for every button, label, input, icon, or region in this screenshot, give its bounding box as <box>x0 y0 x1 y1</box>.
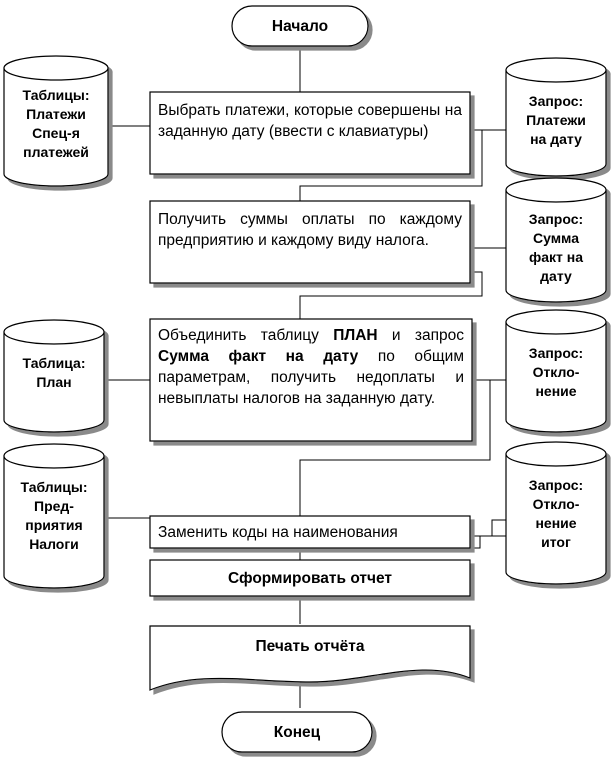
merge-text-query: Сумма факт на дату <box>158 348 359 365</box>
start-label: Начало <box>271 18 329 35</box>
store-line: приятия <box>25 517 83 533</box>
store-line: Платежи <box>526 112 586 128</box>
store-line: Налоги <box>29 536 79 552</box>
store-query-payments-on-date-label <box>506 92 606 149</box>
store-query-sum-fact-label <box>506 210 606 286</box>
store-line: итог <box>541 534 571 550</box>
process-text-sum-payments: Получить суммы оплаты по каждому предприятию и каждому виду налога. <box>158 211 462 249</box>
connector-p4-r4 <box>470 520 506 536</box>
store-line: Таблицы: <box>22 87 90 103</box>
process-text-merge-plan <box>158 325 464 409</box>
store-line: нение <box>535 515 577 531</box>
store-plan-table-label <box>4 354 104 392</box>
store-line: Пред- <box>34 498 74 514</box>
end-label: Конец <box>273 724 321 741</box>
store-line: Откло- <box>532 496 580 512</box>
document-text-print-report: Печать отчёта <box>255 638 365 655</box>
store-line: нение <box>535 383 577 399</box>
store-query-deviation-total-label <box>506 476 606 552</box>
merge-text-part2: и запрос <box>377 327 464 344</box>
store-line: платежей <box>23 144 89 160</box>
process-text-replace-codes: Заменить коды на наименования <box>158 524 398 541</box>
store-line: Откло- <box>532 364 580 380</box>
store-line: Сумма <box>532 230 580 246</box>
store-line: Запрос: <box>528 477 584 493</box>
store-line: Таблица: <box>22 355 86 371</box>
store-line: на дату <box>530 131 582 147</box>
store-line: Платежи <box>26 106 86 122</box>
merge-text-part1: Объединить таблицу <box>158 327 334 344</box>
store-query-deviation-label <box>506 344 606 401</box>
store-enterprises-taxes-label <box>4 478 104 554</box>
store-line: Спец-я <box>32 125 80 141</box>
store-line: План <box>36 374 72 390</box>
store-line: Таблицы: <box>20 479 88 495</box>
process-text-build-report: Сформировать отчет <box>227 570 393 587</box>
merge-text-part3: по общим параметрам, получить недоплаты и невыплаты налогов на заданную дату. <box>158 348 464 407</box>
store-line: Запрос: <box>528 345 584 361</box>
merge-text-plan: ПЛАН <box>333 327 378 344</box>
process-text-select-payments: Выбрать платежи, которые совершены на заданную дату (ввести с клавиатуры) <box>158 102 462 140</box>
store-line: Запрос: <box>528 211 584 227</box>
store-line: Запрос: <box>528 93 584 109</box>
store-line: дату <box>540 268 572 284</box>
store-payments-tables-label <box>4 86 108 162</box>
store-line: факт на <box>528 249 584 265</box>
